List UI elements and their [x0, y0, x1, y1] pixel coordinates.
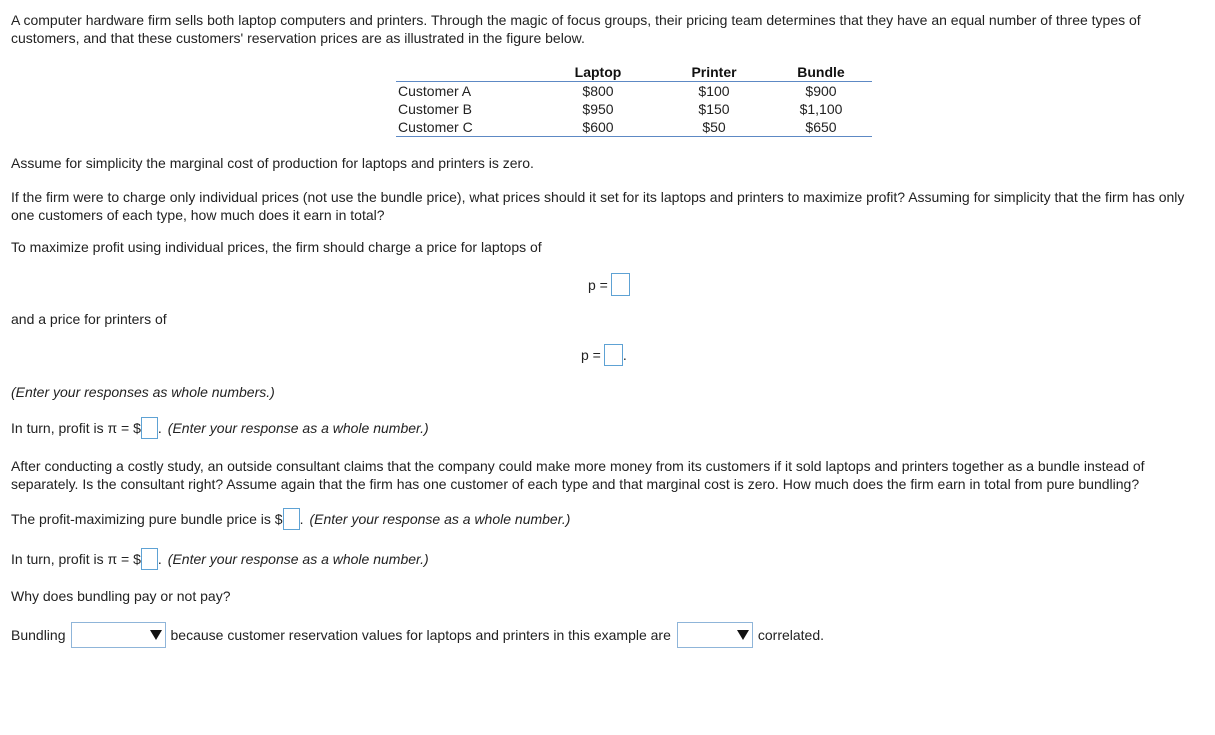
p-label: p = — [588, 276, 608, 293]
bundle-price-prefix: The profit-maximizing pure bundle price is $ — [11, 511, 283, 527]
header-bundle: Bundle — [797, 63, 845, 80]
bundling-pays-select[interactable] — [71, 622, 166, 648]
profit-prefix: In turn, profit is π = $ — [11, 420, 141, 436]
cell-printer: $150 — [698, 101, 730, 117]
period-text: . — [157, 420, 162, 436]
bundling-answer-row — [11, 622, 824, 648]
period-text: . — [622, 347, 627, 363]
individual-profit-input[interactable] — [141, 417, 158, 439]
instruction-whole-number: (Enter your response as a whole number.) — [167, 420, 429, 436]
assumption-text: Assume for simplicity the marginal cost of production for laptops and printers is zero. — [11, 155, 534, 171]
reservation-price-table — [396, 62, 872, 137]
printer-price-prompt: and a price for printers of — [11, 311, 167, 327]
bundle-price-input[interactable] — [283, 508, 300, 530]
cell-laptop: $600 — [582, 119, 614, 135]
question-individual-prices: If the firm were to charge only individual prices (not use the bundle price), what prices should it set for its laptops and printers to maximize profit? Assuming for simplicity that the firm has only one customers of each type, how much does it earn in total? — [11, 189, 1185, 223]
dropdown-arrow-icon[interactable] — [147, 623, 165, 647]
instruction-whole-number: (Enter your response as a whole number.) — [167, 551, 429, 567]
table-row — [396, 82, 872, 101]
profit-prefix: In turn, profit is π = $ — [11, 551, 141, 567]
cell-laptop: $800 — [582, 83, 614, 99]
individual-profit-row — [11, 417, 429, 439]
cell-printer: $50 — [702, 119, 726, 135]
cell-laptop: $950 — [582, 101, 614, 117]
instruction-whole-numbers: (Enter your responses as whole numbers.) — [11, 384, 275, 400]
table-row — [396, 118, 872, 137]
cell-printer: $100 — [698, 83, 730, 99]
row-label: Customer B — [398, 101, 472, 117]
laptop-price-row — [588, 273, 630, 296]
instruction-whole-number: (Enter your response as a whole number.) — [309, 511, 571, 527]
dropdown-arrow-icon[interactable] — [734, 623, 752, 647]
correlation-select[interactable] — [677, 622, 753, 648]
correlated-text: correlated. — [757, 627, 825, 643]
laptop-price-input[interactable] — [611, 273, 630, 296]
because-text: because customer reservation values for laptops and printers in this example are — [170, 627, 671, 643]
p-label: p = — [581, 347, 601, 363]
printer-price-input[interactable] — [604, 344, 623, 366]
printer-price-row — [581, 344, 627, 366]
table-row — [396, 100, 872, 118]
period-text: . — [157, 551, 162, 567]
period-text: . — [299, 511, 304, 527]
cell-bundle: $900 — [805, 83, 837, 99]
row-label: Customer A — [398, 83, 472, 99]
cell-bundle: $1,100 — [799, 101, 843, 117]
cell-bundle: $650 — [805, 119, 837, 135]
header-laptop: Laptop — [574, 63, 622, 80]
bundle-profit-row — [11, 548, 429, 570]
row-label: Customer C — [398, 119, 473, 135]
bundle-price-row — [11, 508, 570, 530]
why-question: Why does bundling pay or not pay? — [11, 588, 231, 604]
laptop-price-prompt: To maximize profit using individual prices, the firm should charge a price for laptops of — [11, 239, 542, 255]
question-bundling: After conducting a costly study, an outside consultant claims that the company could make more money from its customers if it sold laptops and printers together as a bundle instead of separately. Is the consultant right? Assume again that the firm has one customer of each type and that marginal cost is zero. How much does the firm earn in total from pure bundling? — [11, 458, 1145, 492]
table-corner — [396, 62, 538, 82]
bundling-label: Bundling — [11, 627, 66, 643]
bundle-profit-input[interactable] — [141, 548, 158, 570]
header-printer: Printer — [691, 63, 737, 80]
intro-text: A computer hardware firm sells both laptop computers and printers. Through the magic of focus groups, their pricing team determines that they have an equal number of three types of customers, and that these customers' reservation prices are as illustrated in the figure below. — [11, 12, 1141, 46]
